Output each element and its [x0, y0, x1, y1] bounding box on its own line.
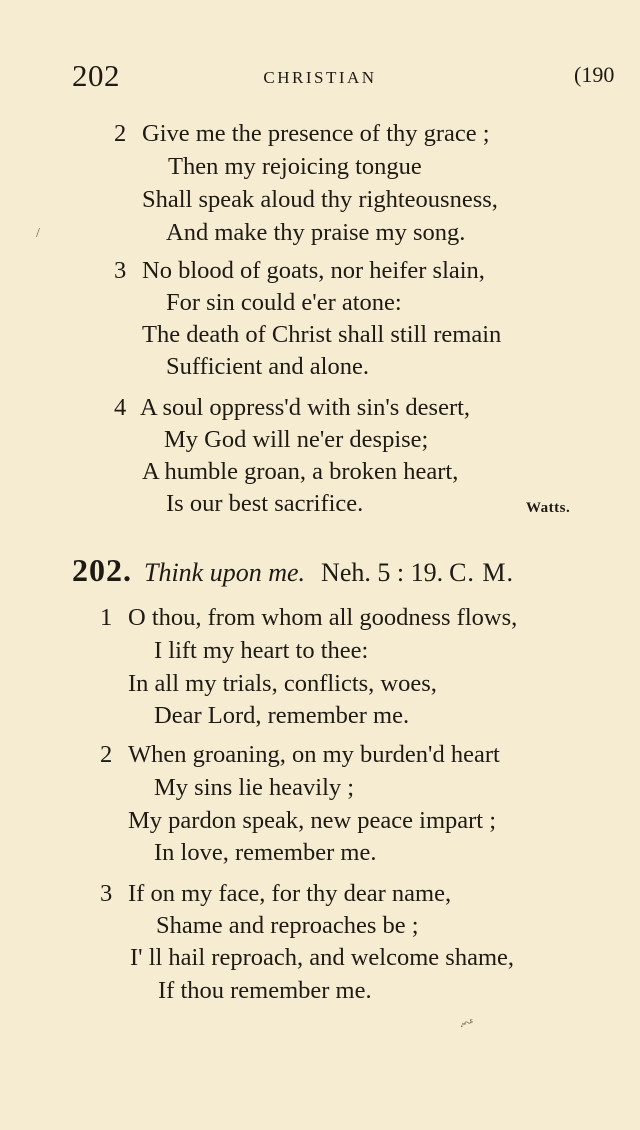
verse-line: If thou remember me.	[158, 977, 372, 1004]
verse-line: Dear Lord, remember me.	[154, 702, 410, 729]
stanza-number: 3	[114, 257, 127, 284]
print-mark: /	[36, 226, 40, 241]
verse-line: Is our best sacrifice.	[166, 490, 364, 517]
verse-line: Shame and reproaches be ;	[156, 912, 419, 939]
verse-line: Then my rejoicing tongue	[168, 153, 422, 180]
hymn-heading	[72, 552, 632, 592]
verse-line: A humble groan, a broken heart,	[142, 458, 459, 485]
verse-line: O thou, from whom all goodness flows,	[128, 604, 518, 631]
scripture-reference: Neh. 5 : 19.	[321, 558, 444, 587]
stanza-number: 2	[100, 741, 113, 768]
verse-line: I' ll hail reproach, and welcome shame,	[130, 944, 515, 971]
print-mark: .-~ˢ	[460, 1016, 471, 1031]
hymn-title: Think upon me.	[144, 558, 306, 587]
verse-line: And make thy praise my song.	[166, 219, 466, 246]
verse-line: The death of Christ shall still remain	[142, 321, 502, 348]
running-title: CHRISTIAN	[263, 68, 377, 87]
stanza-number: 4	[114, 394, 127, 421]
hymn-meter: C. M.	[449, 558, 515, 587]
stanza-number: 3	[100, 880, 113, 907]
verse-line: My pardon speak, new peace impart ;	[128, 807, 497, 834]
author-attribution: Watts.	[526, 500, 571, 516]
verse-line: In all my trials, conflicts, woes,	[128, 670, 437, 697]
verse-line: Shall speak aloud thy righteousness,	[142, 186, 498, 213]
verse-line: Give me the presence of thy grace ;	[142, 120, 490, 147]
verse-line: My sins lie heavily ;	[154, 774, 355, 801]
verse-line: In love, remember me.	[154, 839, 377, 866]
page-header	[0, 58, 640, 98]
page-number: 202	[72, 58, 120, 93]
verse-line: I lift my heart to thee:	[154, 637, 369, 664]
verse-line: When groaning, on my burden'd heart	[128, 741, 500, 768]
verse-line: If on my face, for thy dear name,	[128, 880, 452, 907]
verse-line: A soul oppress'd with sin's desert,	[140, 394, 471, 421]
verse-line: No blood of goats, nor heifer slain,	[142, 257, 485, 284]
verse-line: For sin could e'er atone:	[166, 289, 402, 316]
verse-line: My God will ne'er despise;	[164, 426, 429, 453]
stanza-number: 2	[114, 120, 127, 147]
hymn-number: 202.	[72, 552, 132, 588]
stanza-number: 1	[100, 604, 113, 631]
verse-line: Sufficient and alone.	[166, 353, 369, 380]
running-hymn-reference: (190	[574, 62, 615, 87]
